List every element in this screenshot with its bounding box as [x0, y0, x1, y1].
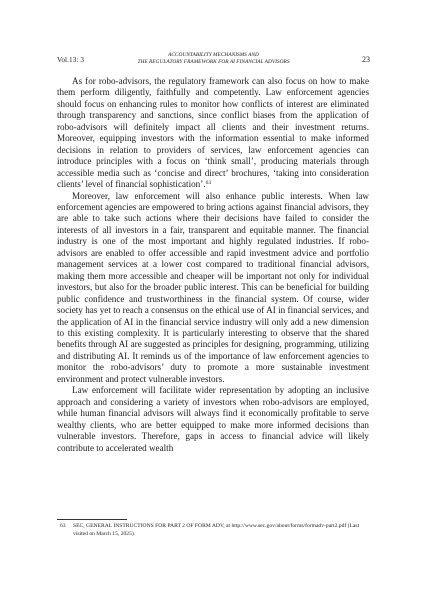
paragraph-3: Law enforcement will facilitate wider representation by adopting an inclusive approach and considering a variety of investors when robo-advisors are employed, while human financial advisors will always find it economically profitable to serve wealthy clients, who are better equipped to make more informed decisions than vulnerable investors. Therefore, gaps in access to financial advice will likely contribute to accelerated wealth — [57, 385, 369, 453]
page-number: 23 — [362, 55, 370, 64]
volume-label: Vol.13: 3 — [57, 56, 85, 64]
footnote-text: SEC, GENERAL INSTRUCTIONS FOR PART 2 OF FORM ADV, at http://www.sec.gov/about/forms/formadv-part2.pdf (Last visited on March 15, 2025). — [73, 523, 360, 537]
paragraph-1 — [57, 76, 369, 191]
running-title-line-2: THE REGULATORY FRAMEWORK FOR AI FINANCIAL ADVISORS — [137, 59, 290, 65]
running-title-line-1: ACCOUNTABILITY MECHANISMS AND — [168, 52, 259, 58]
body-text — [57, 76, 369, 454]
footnote-divider — [57, 519, 127, 520]
paragraph-2: Moreover, law enforcement will also enhance public interests. When law enforcement agencies are empowered to bring actions against financial advisors, they are able to take such actions where their decisions have failed to consider the interests of all investors in a fair, transparent and equitable manner. The financial industry is one of the most important and highly regulated industries. If robo-advisors are enabled to offer accessible and rapid investment advice and portfolio management services at a lower cost compared to traditional financial advisors, making them more accessible and cheaper will be important not only for individual investors, but also for the broader public interest. This can be beneficial for building public confidence and trustworthiness in the financial system. Of course, wider society has yet to reach a consensus on the ethical use of AI in financial services, and the application of AI in the financial service industry will only add a new dimension to this existing complexity. It is particularly interesting to observe that the shared benefits through AI are suggested as principles for designing, programming, utilizing and distributing AI. It reminds us of the importance of law enforcement agencies to monitor the robo-advisors’ duty to promote a more sustainable investment environment and protect vulnerable investors. — [57, 190, 369, 384]
page-header — [57, 52, 370, 74]
footnote — [57, 523, 369, 538]
footnote-reference[interactable]: 63 — [205, 180, 212, 187]
footnote-number: 63 — [60, 523, 66, 529]
running-title — [57, 52, 370, 66]
paragraph-1-text: As for robo-advisors, the regulatory framework can also focus on how to make them perform diligently, faithfully and competently. Law enforcement agencies should focus on enhancing rules to monitor how conflicts of interest are eliminated through transparency and sanctions, since conflict biases from the application of robo-advisors will definitely impact all clients and their investment returns. Moreover, equipping investors with the information essential to make informed decisions in relation to providers of services, law enforcement agencies can introduce principles with a focus on ‘think small’, producing materials through accessible media such as ‘concise and direct’ brochures, ‘taking into consideration clients’ level of financial sophistication’. — [57, 76, 369, 190]
